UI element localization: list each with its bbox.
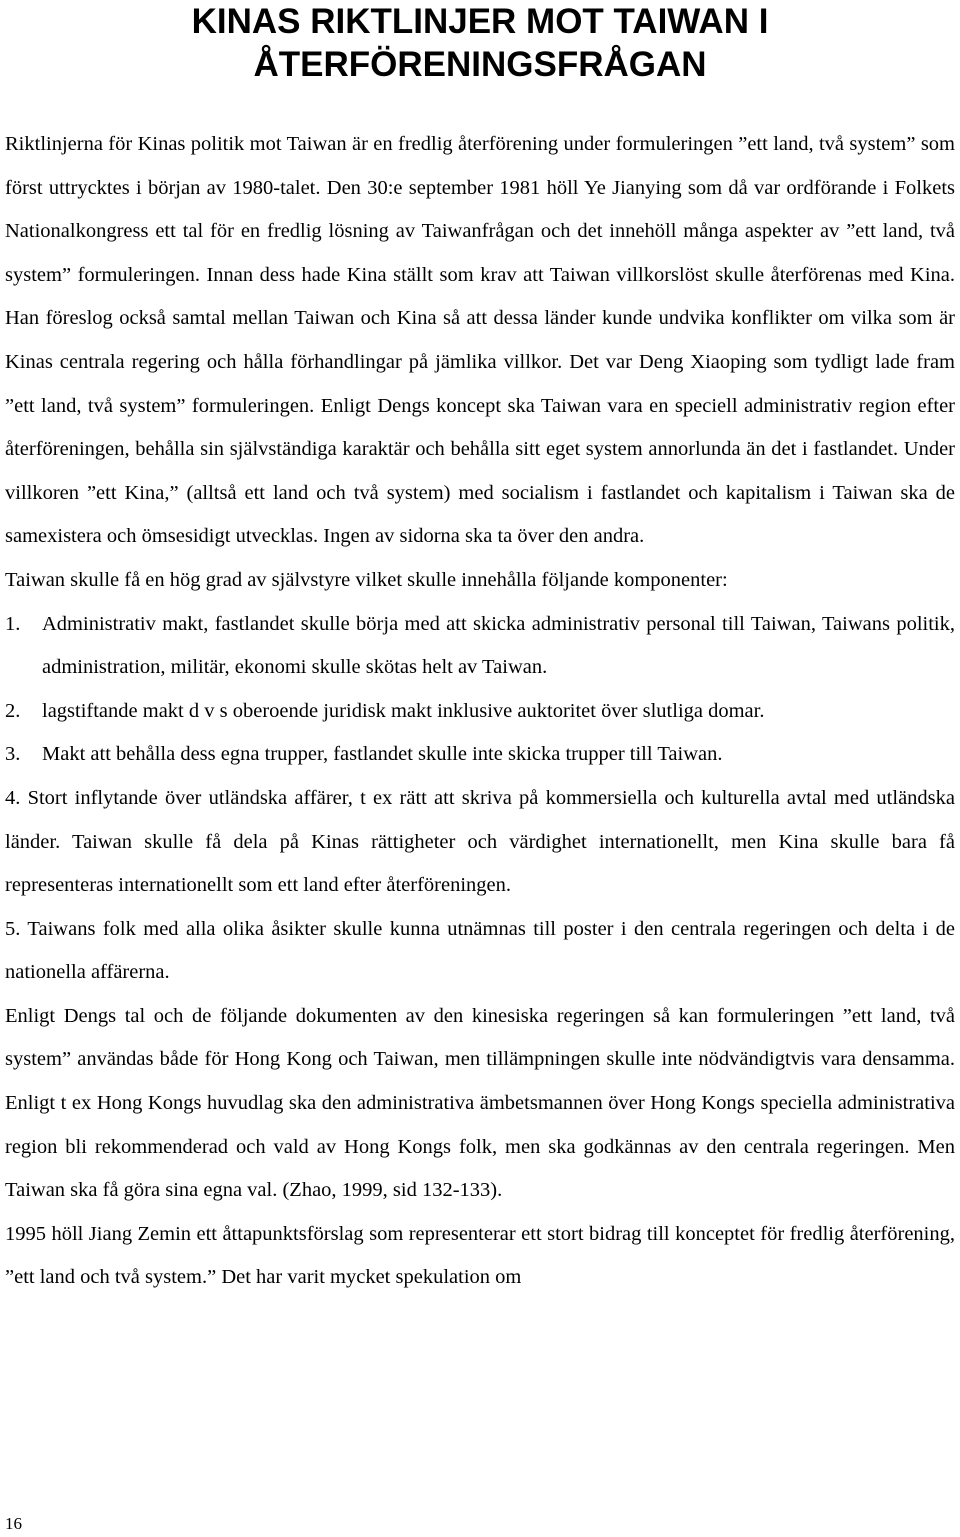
page-number: 16: [5, 1514, 22, 1533]
paragraph-dengs-speech: Enligt Dengs tal och de följande dokumenten av den kinesiska regeringen så kan formuleringen ”ett land, två system” användas både för Hong Kong och Taiwan, men tillämpningen skulle inte nödvändigtvis vara densamma. Enligt t ex Hong Kongs huvudlag ska den administrativa ämbetsmannen över Hong Kongs speciella administrativa region bli rekommenderad och vald av Hong Kongs folk, men ska godkännas av den centrala regeringen. Men Taiwan ska få göra sina egna val. (Zhao, 1999, sid 132-133).: [5, 1004, 955, 1202]
title-line-2: ÅTERFÖRENINGSFRÅGAN: [253, 45, 707, 84]
list-item-text: Makt att behålla dess egna trupper, fastlandet skulle inte skicka trupper till Taiwan.: [42, 743, 723, 766]
list-item: [5, 603, 955, 690]
title-line-1: KINAS RIKTLINJER MOT TAIWAN I: [191, 2, 769, 41]
paragraph-components-intro: Taiwan skulle få en hög grad av självstyre vilket skulle innehålla följande komponenter:: [5, 568, 728, 591]
list-item: [5, 690, 955, 734]
paragraph-intro: Riktlinjerna för Kinas politik mot Taiwan är en fredlig återförening under formuleringen ”ett land, två system” som först uttrycktes i början av 1980-talet. Den 30:e september 1981 höll Ye Jianying som då var ordförande i Folkets Nationalkongress ett tal för en fredlig lösning av Taiwanfrågan och det innehöll många aspekter av ”ett land, två system” formuleringen. Innan dess hade Kina ställt som krav att Taiwan villkorslöst skulle återförenas med Kina. Han föreslog också samtal mellan Taiwan och Kina så att dessa länder kunde undvika konflikter om vilka som är Kinas centrala regering och hålla förhandlingar på jämlika villkor. Det var Deng Xiaoping som tydligt lade fram ”ett land, två system” formuleringen. Enligt Dengs koncept ska Taiwan vara en speciell administrativ region efter återföreningen, behålla sin självständiga karaktär och behålla sitt eget system annorlunda än det i fastlandet. Under villkoren ”ett Kina,” (alltså ett land och två system) med socialism i fastlandet och kapitalism i Taiwan ska de samexistera och ömsesidigt utvecklas. Ingen av sidorna ska ta över den andra.: [5, 133, 955, 548]
list-item: [5, 733, 955, 777]
list-item-text: lagstiftande makt d v s oberoende juridisk makt inklusive auktoritet över slutliga domar.: [42, 699, 765, 722]
paragraph-jiang-zemin: 1995 höll Jiang Zemin ett åttapunktsförslag som representerar ett stort bidrag till konceptet för fredlig återförening, ”ett land och två system.” Det har varit mycket spekulation om: [5, 1222, 955, 1289]
paragraph-item-4: 4. Stort inflytande över utländska affärer, t ex rätt att skriva på kommersiella och kulturella avtal med utländska länder. Taiwan skulle få dela på Kinas rättigheter och värdighet internationellt, men Kina skulle bara få representeras internationellt som ett land efter återföreningen.: [5, 786, 955, 897]
list-item-number: 1.: [5, 612, 21, 635]
list-item-number: 3.: [5, 743, 21, 766]
paragraph-item-5: 5. Taiwans folk med alla olika åsikter skulle kunna utnämnas till poster i den centrala regeringen och delta i de nationella affärerna.: [5, 917, 955, 984]
page-title: [0, 0, 960, 86]
list-item-number: 2.: [5, 699, 21, 722]
list-item-text: Administrativ makt, fastlandet skulle börja med att skicka administrativ personal till Taiwan, Taiwans politik, administration, militär, ekonomi skulle skötas helt av Taiwan.: [42, 612, 955, 679]
document-body: [5, 123, 955, 1300]
